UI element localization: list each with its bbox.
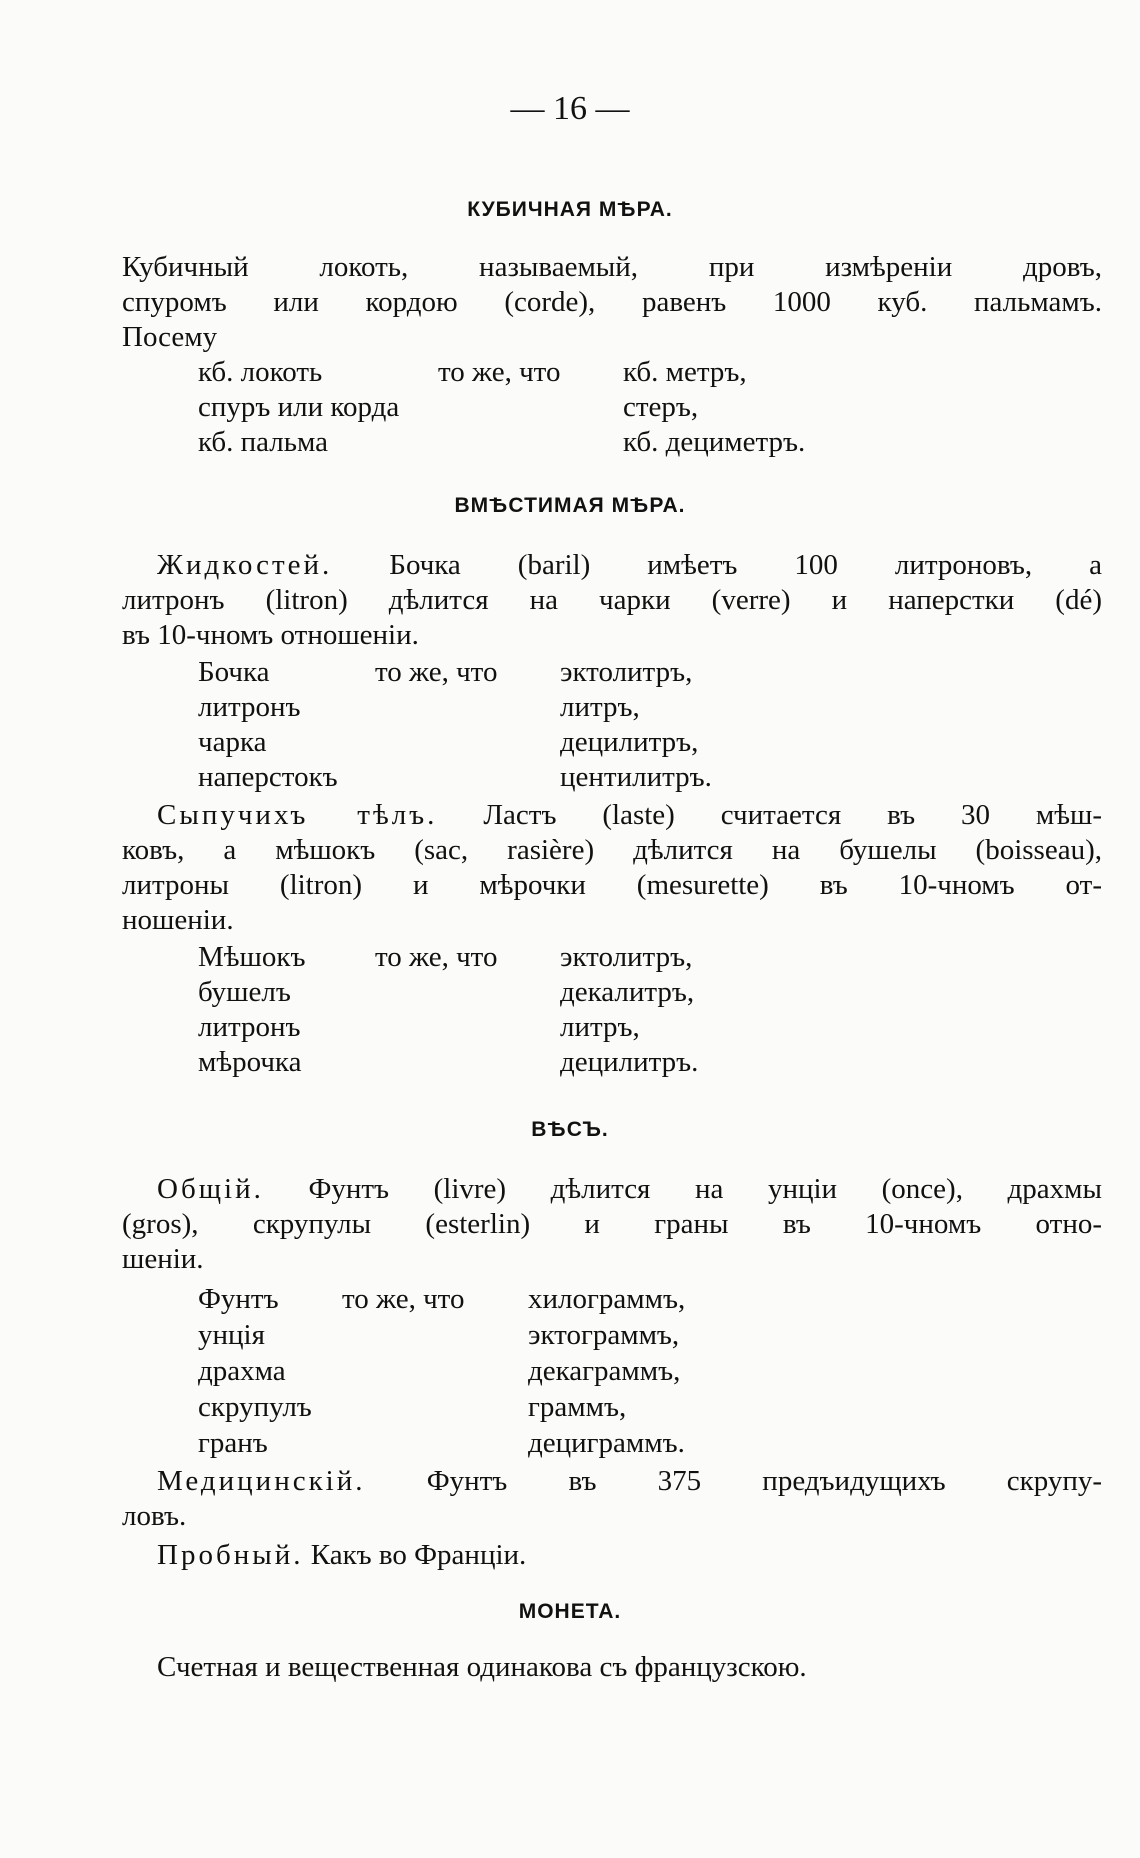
table-cell-metric: децилитръ. bbox=[560, 1046, 699, 1078]
table-cell-metric: литръ, bbox=[560, 691, 640, 723]
table-cell-unit: кб. пальма bbox=[198, 426, 328, 458]
general-text: Фунтъ (livre) дѣлится на унціи (once), драхмы bbox=[308, 1173, 1102, 1205]
heading-weight: ВѢСЪ. bbox=[531, 1118, 609, 1141]
dry-para-line: ношеніи. bbox=[122, 904, 234, 936]
table-cell-metric: декалитръ, bbox=[560, 976, 695, 1008]
table-cell-metric: эктолитръ, bbox=[560, 656, 693, 688]
table-cell-metric: граммъ, bbox=[528, 1391, 627, 1423]
table-cell-unit: чарка bbox=[198, 726, 267, 758]
heading-cubic-measure: КУБИЧНАЯ МѢРА. bbox=[467, 198, 673, 221]
table-cell-unit: Бочка bbox=[198, 656, 270, 688]
table-cell-unit: бушелъ bbox=[198, 976, 291, 1008]
table-cell-equiv: то же, что bbox=[375, 941, 498, 973]
table-cell-unit: гранъ bbox=[198, 1427, 268, 1459]
table-cell-equiv: то же, что bbox=[438, 356, 561, 388]
table-cell-unit: унція bbox=[198, 1319, 265, 1351]
medical-term: Медицинскій. bbox=[157, 1465, 366, 1497]
liquid-para-first-line bbox=[157, 548, 1102, 582]
assay-term: Пробный. bbox=[157, 1539, 304, 1571]
dry-text: Ластъ (laste) считается въ 30 мѣш- bbox=[483, 799, 1103, 831]
dry-para-line: ковъ, а мѣшокъ (sac, rasière) дѣлится на бушелы (boisseau), bbox=[122, 834, 1102, 866]
liquid-term: Жидкостей. bbox=[157, 549, 333, 581]
liquid-para-line: литронъ (litron) дѣлится на чарки (verre) и наперстки (dé) bbox=[122, 584, 1102, 616]
table-cell-unit: спуръ или корда bbox=[198, 391, 400, 423]
table-cell-unit: кб. локоть bbox=[198, 356, 323, 388]
table-cell-metric: кб. дециметръ. bbox=[623, 426, 806, 458]
medical-para-line: ловъ. bbox=[122, 1500, 187, 1532]
table-cell-unit: Фунтъ bbox=[198, 1283, 279, 1315]
weight-para-line: (gros), скрупулы (esterlin) и граны въ 10-чномъ отно- bbox=[122, 1208, 1102, 1240]
table-cell-metric: стеръ, bbox=[623, 391, 699, 423]
heading-capacity-measure: ВМѢСТИМАЯ МѢРА. bbox=[454, 494, 686, 517]
dry-para-first-line bbox=[157, 798, 1102, 832]
table-cell-unit: драхма bbox=[198, 1355, 286, 1387]
table-cell-unit: наперстокъ bbox=[198, 761, 338, 793]
table-cell-equiv: то же, что bbox=[375, 656, 498, 688]
page-number: — 16 — bbox=[510, 90, 630, 127]
table-cell-metric: эктолитръ, bbox=[560, 941, 693, 973]
table-cell-equiv: то же, что bbox=[342, 1283, 465, 1315]
medical-para-first-line bbox=[157, 1464, 1102, 1498]
coin-para: Счетная и вещественная одинакова съ французскою. bbox=[157, 1651, 807, 1683]
table-cell-unit: мѣрочка bbox=[198, 1046, 302, 1078]
assay-para bbox=[157, 1538, 526, 1572]
weight-para-first-line bbox=[157, 1172, 1102, 1206]
liquid-para-line: въ 10-чномъ отношеніи. bbox=[122, 619, 419, 651]
table-cell-unit: Мѣшокъ bbox=[198, 941, 306, 973]
table-cell-unit: литронъ bbox=[198, 1011, 301, 1043]
table-cell-metric: хилограммъ, bbox=[528, 1283, 686, 1315]
table-cell-metric: децилитръ, bbox=[560, 726, 699, 758]
general-term: Общій. bbox=[157, 1173, 264, 1205]
table-cell-unit: литронъ bbox=[198, 691, 301, 723]
cubic-para-line: спуромъ или кордою (corde), равенъ 1000 куб. пальмамъ. bbox=[122, 286, 1102, 318]
heading-coin: МОНЕТА. bbox=[518, 1600, 622, 1623]
liquid-text: Бочка (baril) имѣетъ 100 литроновъ, а bbox=[389, 549, 1103, 581]
table-cell-metric: дециграммъ. bbox=[528, 1427, 685, 1459]
table-cell-metric: центилитръ. bbox=[560, 761, 712, 793]
weight-para-line: шеніи. bbox=[122, 1243, 204, 1275]
medical-text: Фунтъ въ 375 предъидущихъ скрупу- bbox=[426, 1465, 1102, 1497]
table-cell-metric: эктограммъ, bbox=[528, 1319, 680, 1351]
table-cell-metric: литръ, bbox=[560, 1011, 640, 1043]
table-cell-unit: скрупулъ bbox=[198, 1391, 312, 1423]
table-cell-metric: кб. метръ, bbox=[623, 356, 747, 388]
cubic-para-line: Посему bbox=[122, 321, 218, 353]
dry-para-line: литроны (litron) и мѣрочки (mesurette) въ 10-чномъ от- bbox=[122, 869, 1102, 901]
table-cell-metric: декаграммъ, bbox=[528, 1355, 681, 1387]
cubic-para-line: Кубичный локоть, называемый, при измѣреніи дровъ, bbox=[122, 251, 1102, 283]
assay-text: Какъ во Франціи. bbox=[310, 1539, 527, 1571]
dry-term: Сыпучихъ тѣлъ. bbox=[157, 799, 438, 831]
